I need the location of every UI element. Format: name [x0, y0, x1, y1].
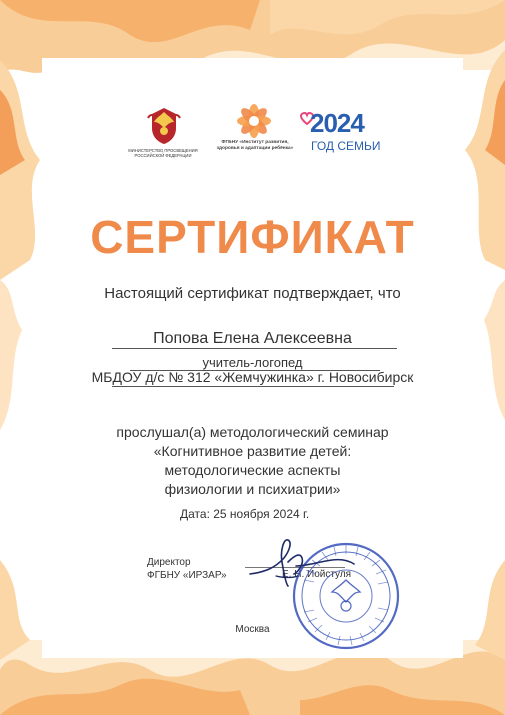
signer-name: Е. Н. Иойстуля: [282, 569, 352, 580]
handwritten-signature-icon: [240, 532, 360, 592]
certificate-title: СЕРТИФИКАТ: [90, 211, 415, 263]
seminar-line-3: методологические аспекты: [164, 462, 341, 478]
name-underline: [112, 348, 397, 349]
seminar-line-4: физиологии и психиатрии»: [164, 481, 341, 497]
recipient-name: Попова Елена Алексеевна: [153, 330, 352, 347]
year-number: 2024: [310, 108, 364, 138]
logos-row: [0, 0, 505, 170]
org-underline: [112, 386, 394, 387]
signer-title: [147, 556, 227, 582]
city-label: Москва: [235, 624, 270, 635]
signer-title-line-2: ФГБНУ «ИРЗАР»: [147, 570, 227, 581]
certificate-date: Дата: 25 ноября 2024 г.: [180, 507, 310, 521]
institute-caption: ФГБНУ «Институт развития, здоровья и адаптации ребёнка»: [216, 140, 294, 151]
signer-title-line-1: Директор: [147, 557, 191, 568]
seminar-line-1: прослушал(а) методологический семинар: [116, 424, 389, 440]
year-caption: ГОД СЕМЬИ: [311, 139, 381, 153]
ministry-caption: МИНИСТЕРСТВО ПРОСВЕЩЕНИЯ РОССИЙСКОЙ ФЕДЕРАЦИИ: [128, 148, 198, 158]
recipient-position: учитель-логопед: [202, 355, 303, 370]
seminar-line-2: «Когнитивное развитие детей:: [153, 443, 352, 459]
confirm-text: Настоящий сертификат подтверждает, что: [104, 285, 401, 302]
recipient-org: МБДОУ д/с № 312 «Жемчужинка» г. Новосибирск: [91, 369, 414, 385]
institute-flower-icon: [236, 103, 272, 139]
ministry-emblem-icon: [146, 104, 182, 146]
